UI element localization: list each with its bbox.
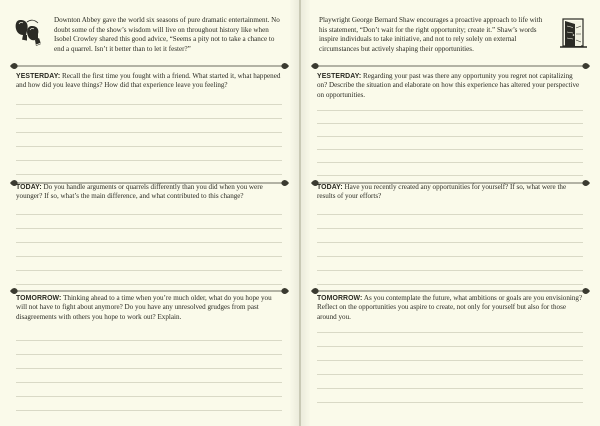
prompt-text: As you contemplate the future, what ambitions or goals are you envisioning? Reflect on the opportunities you aspire to create, not only for yourself but also for those around you.	[317, 294, 583, 321]
prompt-text: Recall the first time you fought with a friend. What started it, what happened and how did you leave things? How did that experience leave you feeling?	[16, 72, 281, 90]
prompt-today	[16, 183, 282, 202]
prompt-text: Thinking ahead to a time when you’re much older, what do you hope you will not have to fight about anymore? Do you have any unresolved grudges from past disagreements with others you hope to work out? Explain.	[16, 294, 272, 321]
prompt-label: YESTERDAY:	[317, 73, 362, 80]
ornamental-divider	[10, 62, 289, 70]
intro-quote: Downton Abbey gave the world six seasons of pure dramatic entertainment. No doubt some of the show’s wisdom will live on throughout history like when Isobel Crowley shared this good advice, “Seems a pity not to take a chance to end a quarrel. Isn’t it better than to let it fester?”	[54, 16, 280, 53]
right-page	[301, 0, 600, 426]
open-door-icon	[559, 16, 589, 50]
prompt-label: TOMORROW:	[16, 295, 62, 302]
prompt-today	[317, 183, 583, 202]
prompt-tomorrow	[16, 294, 282, 322]
prompt-text: Do you handle arguments or quarrels differently than you did when you were younger? If so, what’s the main difference, and what contributed to this change?	[16, 183, 263, 201]
intro-quote: Playwright George Bernard Shaw encourages a proactive approach to life with his statement, “Don’t wait for the right opportunity; create it.” Shaw’s words inspire individuals to take initiative, and not to rely solely on external circumstances but actively shaping their opportunities.	[319, 16, 543, 53]
prompt-label: TOMORROW:	[317, 295, 363, 302]
boxing-gloves-icon	[14, 16, 44, 50]
prompt-text: Have you recently created any opportunities for yourself? If so, what were the results of your efforts?	[317, 183, 567, 201]
prompt-text: Regarding your past was there any opportunity you regret not capitalizing on? Describe the situation and elaborate on how this experience has altered your perspective on opportunities.	[317, 72, 580, 99]
ornamental-divider	[311, 62, 590, 70]
prompt-label: TODAY:	[16, 184, 42, 191]
prompt-yesterday	[16, 72, 282, 91]
prompt-tomorrow	[317, 294, 583, 322]
prompt-label: TODAY:	[317, 184, 343, 191]
prompt-yesterday	[317, 72, 583, 100]
left-page	[0, 0, 299, 426]
prompt-label: YESTERDAY:	[16, 73, 61, 80]
